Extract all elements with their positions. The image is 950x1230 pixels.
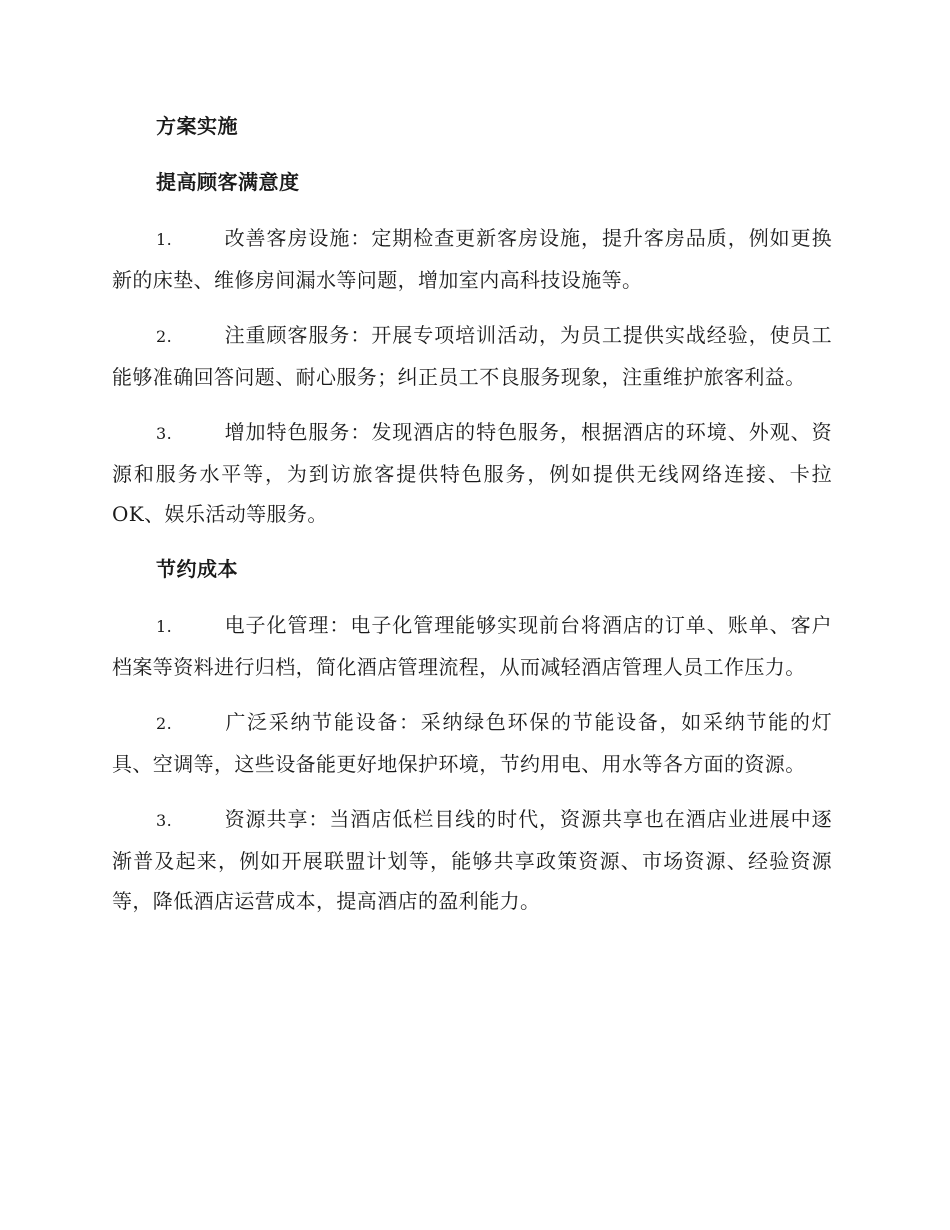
item-number: 3. <box>156 424 173 443</box>
list-item <box>112 412 832 534</box>
list-item <box>112 315 832 397</box>
item-number: 2. <box>156 327 173 346</box>
item-text: 注重顾客服务：开展专项培训活动，为员工提供实战经验，使员工能够准确回答问题、耐心服务；纠正员工不良服务现象，注重维护旅客利益。 <box>112 323 832 389</box>
section-title: 方案实施 <box>156 114 238 138</box>
item-text: 改善客房设施：定期检查更新客房设施，提升客房品质，例如更换新的床垫、维修房间漏水等问题，增加室内高科技设施等。 <box>112 226 832 292</box>
item-text: 广泛采纳节能设备：采纳绿色环保的节能设备，如采纳节能的灯具、空调等，这些设备能更好地保护环境，节约用电、用水等各方面的资源。 <box>112 710 832 776</box>
list-item <box>112 605 832 687</box>
list-item <box>112 218 832 300</box>
item-number: 1. <box>156 617 173 636</box>
item-number: 3. <box>156 811 173 830</box>
list-item <box>112 799 832 921</box>
item-number: 1. <box>156 230 173 249</box>
group-heading-cost: 节约成本 <box>156 557 238 581</box>
item-text: 增加特色服务：发现酒店的特色服务，根据酒店的环境、外观、资源和服务水平等，为到访旅客提供特色服务，例如提供无线网络连接、卡拉OK、娱乐活动等服务。 <box>112 420 832 526</box>
list-item <box>112 702 832 784</box>
item-text: 电子化管理：电子化管理能够实现前台将酒店的订单、账单、客户档案等资料进行归档，简化酒店管理流程，从而减轻酒店管理人员工作压力。 <box>112 613 832 679</box>
item-number: 2. <box>156 714 173 733</box>
item-text: 资源共享：当酒店低栏目线的时代，资源共享也在酒店业进展中逐渐普及起来，例如开展联盟计划等，能够共享政策资源、市场资源、经验资源等，降低酒店运营成本，提高酒店的盈利能力。 <box>112 807 832 913</box>
group-heading-satisfaction: 提高顾客满意度 <box>156 170 300 194</box>
document-page <box>112 106 832 936</box>
